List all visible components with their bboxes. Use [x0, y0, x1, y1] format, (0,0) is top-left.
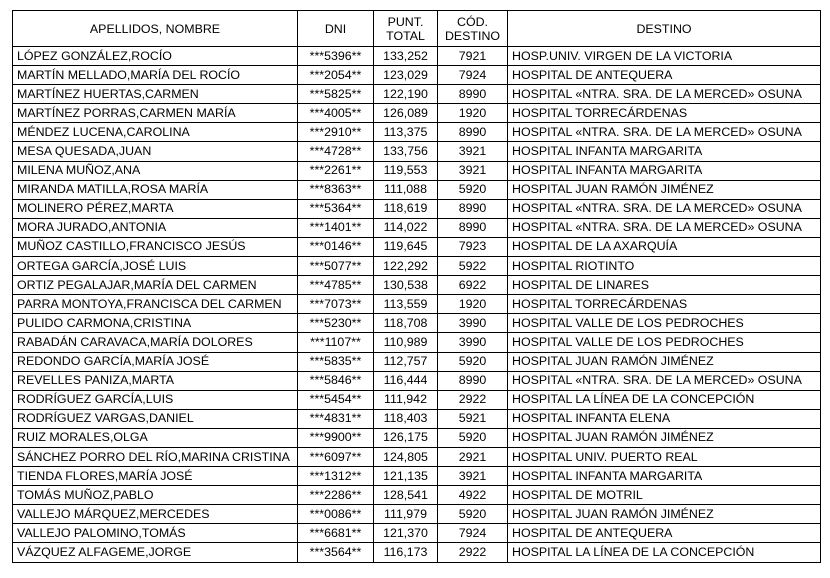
cell-destino: HOSPITAL RIOTINTO [508, 257, 821, 276]
cell-codigo-destino: 7921 [438, 47, 508, 66]
cell-dni: ***5396** [298, 47, 374, 66]
table-row [13, 199, 821, 218]
cell-codigo-destino: 8990 [438, 371, 508, 390]
header-dni: DNI [298, 11, 374, 47]
header-puntuacion-line1: PUNT. [387, 14, 424, 29]
cell-codigo-destino: 7923 [438, 237, 508, 256]
cell-codigo-destino: 1920 [438, 295, 508, 314]
cell-puntuacion: 130,538 [374, 276, 438, 295]
cell-codigo-destino: 8990 [438, 218, 508, 237]
cell-destino: HOSPITAL DE ANTEQUERA [508, 524, 821, 543]
cell-codigo-destino: 4922 [438, 486, 508, 505]
cell-dni: ***3564** [298, 543, 374, 562]
cell-destino: HOSPITAL DE LA AXARQUÍA [508, 237, 821, 256]
cell-codigo-destino: 5920 [438, 352, 508, 371]
cell-dni: ***4005** [298, 104, 374, 123]
cell-nombre: MARTÍN MELLADO,MARÍA DEL ROCÍO [13, 66, 298, 85]
table-row [13, 47, 821, 66]
cell-dni: ***5846** [298, 371, 374, 390]
cell-nombre: MESA QUESADA,JUAN [13, 142, 298, 161]
table-row [13, 276, 821, 295]
cell-puntuacion: 122,292 [374, 257, 438, 276]
table-row [13, 123, 821, 142]
table-row [13, 104, 821, 123]
cell-nombre: MORA JURADO,ANTONIA [13, 218, 298, 237]
cell-puntuacion: 112,757 [374, 352, 438, 371]
cell-nombre: LÓPEZ GONZÁLEZ,ROCÍO [13, 47, 298, 66]
cell-destino: HOSPITAL «NTRA. SRA. DE LA MERCED» OSUNA [508, 199, 821, 218]
cell-destino: HOSPITAL DE MOTRIL [508, 486, 821, 505]
table-row [13, 505, 821, 524]
cell-puntuacion: 121,370 [374, 524, 438, 543]
cell-destino: HOSPITAL INFANTA MARGARITA [508, 161, 821, 180]
cell-puntuacion: 111,942 [374, 390, 438, 409]
cell-dni: ***6681** [298, 524, 374, 543]
cell-destino: HOSPITAL DE ANTEQUERA [508, 66, 821, 85]
cell-destino: HOSPITAL JUAN RAMÓN JIMÉNEZ [508, 180, 821, 199]
cell-dni: ***5825** [298, 85, 374, 104]
cell-codigo-destino: 7924 [438, 66, 508, 85]
table-row [13, 237, 821, 256]
cell-codigo-destino: 5920 [438, 505, 508, 524]
table-row [13, 333, 821, 352]
cell-nombre: VALLEJO PALOMINO,TOMÁS [13, 524, 298, 543]
cell-puntuacion: 116,444 [374, 371, 438, 390]
cell-nombre: RABADÁN CARAVACA,MARÍA DOLORES [13, 333, 298, 352]
table-row [13, 85, 821, 104]
cell-dni: ***2054** [298, 66, 374, 85]
table-row [13, 295, 821, 314]
cell-puntuacion: 113,375 [374, 123, 438, 142]
table-row [13, 257, 821, 276]
cell-dni: ***5364** [298, 199, 374, 218]
cell-codigo-destino: 5920 [438, 180, 508, 199]
cell-puntuacion: 128,541 [374, 486, 438, 505]
cell-puntuacion: 113,559 [374, 295, 438, 314]
cell-codigo-destino: 2922 [438, 543, 508, 562]
cell-nombre: RUIZ MORALES,OLGA [13, 428, 298, 447]
cell-dni: ***1401** [298, 218, 374, 237]
cell-dni: ***2910** [298, 123, 374, 142]
header-codigo-line2: DESTINO [444, 28, 501, 43]
cell-nombre: PULIDO CARMONA,CRISTINA [13, 314, 298, 333]
cell-puntuacion: 126,089 [374, 104, 438, 123]
table-row [13, 524, 821, 543]
cell-dni: ***5835** [298, 352, 374, 371]
cell-destino: HOSPITAL VALLE DE LOS PEDROCHES [508, 314, 821, 333]
header-destino: DESTINO [508, 11, 821, 47]
table-body [13, 47, 821, 563]
cell-destino: HOSPITAL UNIV. PUERTO REAL [508, 447, 821, 466]
cell-codigo-destino: 7924 [438, 524, 508, 543]
cell-destino: HOSP.UNIV. VIRGEN DE LA VICTORIA [508, 47, 821, 66]
cell-puntuacion: 114,022 [374, 218, 438, 237]
cell-puntuacion: 116,173 [374, 543, 438, 562]
cell-destino: HOSPITAL JUAN RAMÓN JIMÉNEZ [508, 428, 821, 447]
cell-nombre: MARTÍNEZ PORRAS,CARMEN MARÍA [13, 104, 298, 123]
table-row [13, 142, 821, 161]
table-row [13, 371, 821, 390]
cell-puntuacion: 119,645 [374, 237, 438, 256]
cell-dni: ***7073** [298, 295, 374, 314]
cell-dni: ***4728** [298, 142, 374, 161]
table-row [13, 66, 821, 85]
cell-destino: HOSPITAL JUAN RAMÓN JIMÉNEZ [508, 352, 821, 371]
cell-destino: HOSPITAL JUAN RAMÓN JIMÉNEZ [508, 505, 821, 524]
cell-codigo-destino: 2922 [438, 390, 508, 409]
cell-dni: ***5454** [298, 390, 374, 409]
cell-nombre: MOLINERO PÉREZ,MARTA [13, 199, 298, 218]
cell-nombre: REVELLES PANIZA,MARTA [13, 371, 298, 390]
cell-destino: HOSPITAL VALLE DE LOS PEDROCHES [508, 333, 821, 352]
table-row [13, 161, 821, 180]
cell-puntuacion: 118,708 [374, 314, 438, 333]
cell-codigo-destino: 1920 [438, 104, 508, 123]
cell-dni: ***2286** [298, 486, 374, 505]
cell-codigo-destino: 8990 [438, 199, 508, 218]
cell-puntuacion: 111,979 [374, 505, 438, 524]
header-codigo-line1: CÓD. [457, 14, 488, 29]
header-puntuacion [374, 11, 438, 47]
table-row [13, 218, 821, 237]
cell-puntuacion: 118,619 [374, 199, 438, 218]
header-row [13, 11, 821, 47]
cell-codigo-destino: 6922 [438, 276, 508, 295]
cell-puntuacion: 122,190 [374, 85, 438, 104]
cell-codigo-destino: 5920 [438, 428, 508, 447]
cell-codigo-destino: 8990 [438, 85, 508, 104]
cell-destino: HOSPITAL «NTRA. SRA. DE LA MERCED» OSUNA [508, 218, 821, 237]
table-row [13, 447, 821, 466]
cell-nombre: MILENA MUÑOZ,ANA [13, 161, 298, 180]
cell-nombre: VÁZQUEZ ALFAGEME,JORGE [13, 543, 298, 562]
cell-destino: HOSPITAL LA LÍNEA DE LA CONCEPCIÓN [508, 543, 821, 562]
cell-nombre: MUÑOZ CASTILLO,FRANCISCO JESÚS [13, 237, 298, 256]
cell-puntuacion: 133,756 [374, 142, 438, 161]
cell-dni: ***1312** [298, 467, 374, 486]
cell-destino: HOSPITAL TORRECÁRDENAS [508, 104, 821, 123]
cell-codigo-destino: 2921 [438, 447, 508, 466]
cell-dni: ***6097** [298, 447, 374, 466]
cell-nombre: TOMÁS MUÑOZ,PABLO [13, 486, 298, 505]
table-row [13, 409, 821, 428]
header-nombre: APELLIDOS, NOMBRE [13, 11, 298, 47]
cell-codigo-destino: 3921 [438, 467, 508, 486]
cell-puntuacion: 119,553 [374, 161, 438, 180]
cell-dni: ***4831** [298, 409, 374, 428]
cell-nombre: RODRÍGUEZ VARGAS,DANIEL [13, 409, 298, 428]
cell-dni: ***0146** [298, 237, 374, 256]
cell-destino: HOSPITAL LA LÍNEA DE LA CONCEPCIÓN [508, 390, 821, 409]
cell-codigo-destino: 5921 [438, 409, 508, 428]
cell-destino: HOSPITAL «NTRA. SRA. DE LA MERCED» OSUNA [508, 85, 821, 104]
table-row [13, 543, 821, 562]
cell-nombre: RODRÍGUEZ GARCÍA,LUIS [13, 390, 298, 409]
cell-nombre: PARRA MONTOYA,FRANCISCA DEL CARMEN [13, 295, 298, 314]
header-puntuacion-line2: TOTAL [386, 28, 425, 43]
cell-destino: HOSPITAL INFANTA ELENA [508, 409, 821, 428]
header-codigo-destino [438, 11, 508, 47]
cell-dni: ***8363** [298, 180, 374, 199]
cell-codigo-destino: 3921 [438, 142, 508, 161]
table-row [13, 486, 821, 505]
cell-codigo-destino: 5922 [438, 257, 508, 276]
cell-codigo-destino: 3990 [438, 314, 508, 333]
table-row [13, 390, 821, 409]
cell-nombre: MARTÍNEZ HUERTAS,CARMEN [13, 85, 298, 104]
cell-nombre: TIENDA FLORES,MARÍA JOSÉ [13, 467, 298, 486]
table-row [13, 428, 821, 447]
cell-dni: ***5230** [298, 314, 374, 333]
cell-nombre: MIRANDA MATILLA,ROSA MARÍA [13, 180, 298, 199]
table-row [13, 467, 821, 486]
cell-destino: HOSPITAL DE LINARES [508, 276, 821, 295]
cell-puntuacion: 126,175 [374, 428, 438, 447]
cell-nombre: ORTEGA GARCÍA,JOSÉ LUIS [13, 257, 298, 276]
cell-puntuacion: 118,403 [374, 409, 438, 428]
cell-nombre: SÁNCHEZ PORRO DEL RÍO,MARINA CRISTINA [13, 447, 298, 466]
cell-dni: ***5077** [298, 257, 374, 276]
cell-puntuacion: 111,088 [374, 180, 438, 199]
table-header [13, 11, 821, 47]
cell-dni: ***9900** [298, 428, 374, 447]
cell-destino: HOSPITAL «NTRA. SRA. DE LA MERCED» OSUNA [508, 371, 821, 390]
cell-puntuacion: 133,252 [374, 47, 438, 66]
cell-codigo-destino: 8990 [438, 123, 508, 142]
cell-destino: HOSPITAL TORRECÁRDENAS [508, 295, 821, 314]
cell-puntuacion: 121,135 [374, 467, 438, 486]
cell-puntuacion: 124,805 [374, 447, 438, 466]
cell-dni: ***1107** [298, 333, 374, 352]
cell-codigo-destino: 3921 [438, 161, 508, 180]
table-row [13, 314, 821, 333]
cell-nombre: ORTIZ PEGALAJAR,MARÍA DEL CARMEN [13, 276, 298, 295]
assignments-table [12, 10, 821, 563]
cell-destino: HOSPITAL INFANTA MARGARITA [508, 467, 821, 486]
cell-destino: HOSPITAL «NTRA. SRA. DE LA MERCED» OSUNA [508, 123, 821, 142]
cell-puntuacion: 110,989 [374, 333, 438, 352]
cell-nombre: VALLEJO MÁRQUEZ,MERCEDES [13, 505, 298, 524]
cell-puntuacion: 123,029 [374, 66, 438, 85]
cell-dni: ***0086** [298, 505, 374, 524]
table-row [13, 352, 821, 371]
cell-nombre: MÉNDEZ LUCENA,CAROLINA [13, 123, 298, 142]
cell-dni: ***2261** [298, 161, 374, 180]
cell-codigo-destino: 3990 [438, 333, 508, 352]
cell-nombre: REDONDO GARCÍA,MARÍA JOSÉ [13, 352, 298, 371]
cell-destino: HOSPITAL INFANTA MARGARITA [508, 142, 821, 161]
cell-dni: ***4785** [298, 276, 374, 295]
table-row [13, 180, 821, 199]
